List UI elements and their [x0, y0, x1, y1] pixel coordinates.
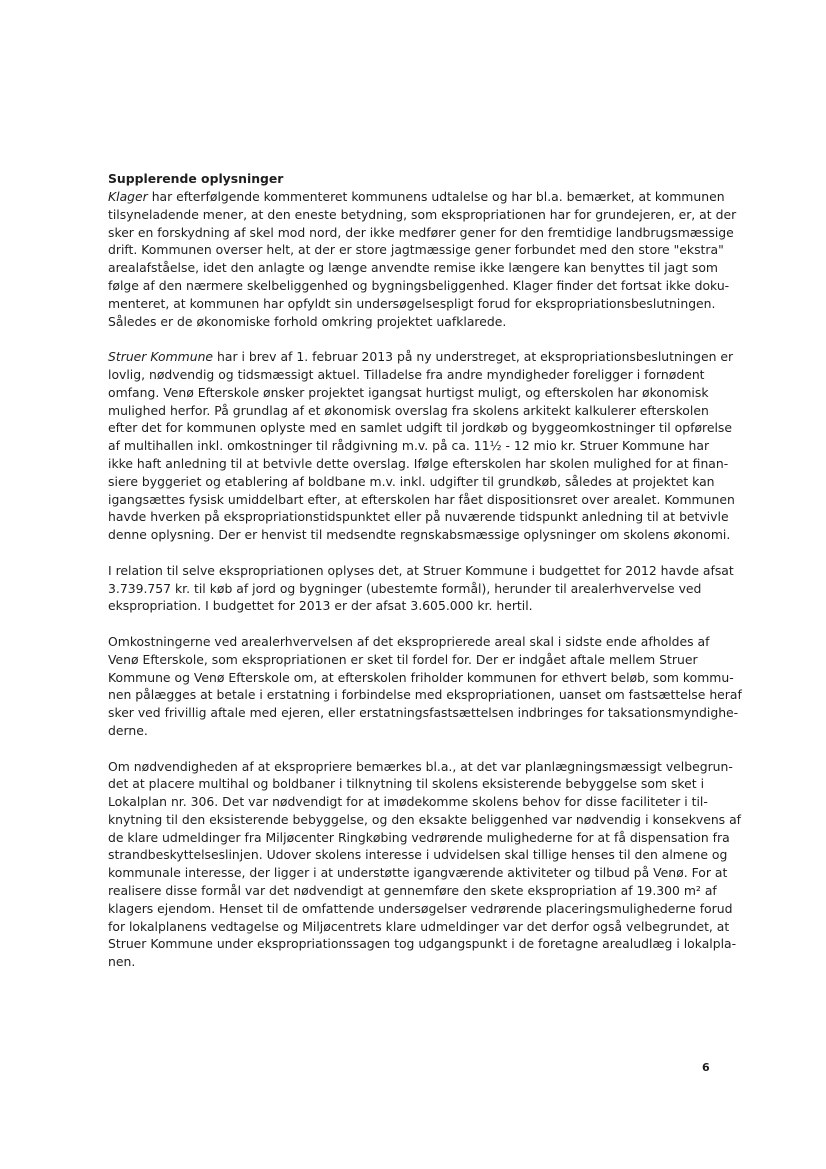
- text-line: [108, 384, 718, 402]
- line-text: Venø Efterskole, som ekspropriationen er sket til fordel for. Der er indgået aftale mellem Struer: [108, 651, 698, 667]
- text-line: [108, 793, 718, 811]
- text-line: [108, 704, 739, 722]
- line-text: har efterfølgende kommenteret kommunens udtalelse og har bl.a. bemærket, at kommunen: [147, 189, 725, 204]
- line-text: nen.: [108, 954, 136, 970]
- line-text: knytning til den eksisterende bebyggelse, og den eksakte beliggenhed var nødvendig i konsekvens af: [108, 811, 742, 827]
- line-text: Omkostningerne ved arealerhvervelsen af det eksproprierede areal skal i sidste ende afholdes af: [108, 633, 710, 649]
- party-name: Struer Kommune: [108, 349, 214, 365]
- document-body: [108, 170, 742, 989]
- page-number: 6: [702, 1061, 710, 1074]
- line-text: af multihallen inkl. omkostninger til rådgivning m.v. på ca. 11½ - 12 mio kr. Struer Kommune har: [108, 438, 710, 454]
- text-line: [108, 900, 733, 918]
- line-text: sker ved frivillig aftale med ejeren, eller erstatningsfastsættelsen indbringes for taksationsmyndighe-: [108, 705, 739, 721]
- line-text: ikke haft anledning til at betvivle dette overslag. Ifølge efterskolen har skolen mulighed for at finan-: [108, 455, 729, 471]
- text-line: [108, 722, 718, 740]
- line-text: menteret, at kommunen har opfyldt sin undersøgelsespligt forud for ekspropriationsbeslutningen.: [108, 295, 716, 311]
- paragraph: [108, 633, 742, 740]
- text-line: [108, 651, 718, 669]
- line-text: strandbeskyttelseslinjen. Udover skolens interesse i udvidelsen skal tillige henses til den almene og: [108, 847, 728, 863]
- text-line: [108, 508, 729, 526]
- text-line: [108, 241, 724, 259]
- text-line: [108, 224, 734, 242]
- text-line: [108, 277, 730, 295]
- line-text: kommunale interesse, der ligger i at understøtte igangværende aktiviteter og tilbud på Venø. For at: [108, 865, 728, 881]
- text-line: [108, 188, 725, 206]
- line-text: Om nødvendigheden af at ekspropriere bemærkes bl.a., at det var planlægningsmæssigt velbegrun-: [108, 758, 733, 774]
- text-line: [108, 953, 718, 971]
- text-line: [108, 918, 730, 936]
- text-line: [108, 935, 737, 953]
- line-text: følge af den nærmere skelbeliggenhed og bygningsbeliggenhed. Klager finder det fortsat ikke doku-: [108, 277, 730, 293]
- line-text: de klare udmeldinger fra Miljøcenter Ringkøbing vedrørende mulighederne for at få dispensation fra: [108, 829, 730, 845]
- text-line: [108, 402, 718, 420]
- text-line: [108, 686, 742, 704]
- text-line: [108, 473, 718, 491]
- line-text: denne oplysning. Der er henvist til medsendte regnskabsmæssige oplysninger om skolens økonomi.: [108, 527, 731, 543]
- line-text: tilsyneladende mener, at den eneste betydning, som ekspropriationen har for grundejeren, er, at der: [108, 206, 737, 222]
- line-text: realisere disse formål var det nødvendigt at gennemføre den skete ekspropriation af 19.300 m² af: [108, 883, 717, 899]
- text-line: [108, 348, 734, 366]
- line-text: Således er de økonomiske forhold omkring projektet uafklarede.: [108, 313, 507, 329]
- text-line: [108, 437, 718, 455]
- text-line: [108, 811, 742, 829]
- line-text: 3.739.757 kr. til køb af jord og bygninger (ubestemte formål), herunder til arealerhvervelse ved: [108, 580, 702, 596]
- text-line: [108, 882, 718, 900]
- line-text: efter det for kommunen oplyste med en samlet udgift til jordkøb og byggeomkostninger til opførelse: [108, 420, 733, 436]
- section-heading: Supplerende oplysninger: [108, 171, 284, 186]
- text-line: [108, 562, 734, 580]
- text-line: [108, 829, 730, 847]
- text-line: [108, 580, 718, 598]
- paragraph: [108, 188, 737, 330]
- line-text: mulighed herfor. På grundlag af et økonomisk overslag fra skolens arkitekt kalkulerer efterskolen: [108, 402, 709, 418]
- line-text: har i brev af 1. februar 2013 på ny understreget, at ekspropriationsbeslutningen er: [213, 349, 734, 365]
- text-line: [108, 846, 728, 864]
- paragraph: [108, 758, 742, 972]
- line-text: klagers ejendom. Henset til de omfattende undersøgelser vedrørende placeringsmulighederne forud: [108, 900, 733, 916]
- text-line: [108, 526, 731, 544]
- line-text: siere byggeriet og etablering af boldbane m.v. inkl. udgifter til grundkøb, således at projektet kan: [108, 473, 715, 489]
- line-text: ekspropriation. I budgettet for 2013 er der afsat 3.605.000 kr. hertil.: [108, 598, 533, 614]
- text-line: [108, 366, 718, 384]
- text-line: [108, 775, 718, 793]
- line-text: for lokalplanens vedtagelse og Miljøcentrets klare udmeldinger var det derfor også velbegrundet, at: [108, 918, 730, 934]
- line-text: omfang. Venø Efterskole ønsker projektet igangsat hurtigst muligt, og efterskolen har økonomisk: [108, 384, 709, 400]
- text-line: [108, 491, 735, 509]
- text-line: [108, 419, 733, 437]
- line-text: derne.: [108, 722, 148, 738]
- text-line: [108, 259, 718, 277]
- text-line: [108, 313, 718, 331]
- line-text: nen pålægges at betale i erstatning i forbindelse med ekspropriationen, uanset om fastsættelse heraf: [108, 687, 742, 703]
- text-line: [108, 597, 718, 615]
- paragraph: [108, 348, 735, 544]
- line-text: det at placere multihal og boldbaner i tilknytning til skolens eksisterende bebyggelse som sket i: [108, 776, 705, 792]
- text-line: [108, 295, 718, 313]
- paragraphs-container: [108, 188, 742, 971]
- line-text: Kommune og Venø Efterskole om, at efterskolen friholder kommunen for ethvert beløb, som kommu-: [108, 669, 734, 685]
- text-line: [108, 633, 718, 651]
- text-line: [108, 758, 733, 776]
- party-name: Klager: [108, 189, 148, 204]
- line-text: sker en forskydning af skel mod nord, der ikke medfører gener for den fremtidige landbrugsmæssige: [108, 224, 734, 240]
- paragraph: [108, 562, 734, 615]
- line-text: igangsættes fysisk umiddelbart efter, at efterskolen har fået dispositionsret over arealet. Kommunen: [108, 491, 735, 507]
- line-text: havde hverken på ekspropriationstidspunktet eller på nuværende tidspunkt anledning til at betvivle: [108, 509, 729, 525]
- line-text: drift. Kommunen overser helt, at der er store jagtmæssige gener forbundet med den store "ekstra": [108, 242, 724, 258]
- text-line: [108, 669, 734, 687]
- line-text: arealafståelse, idet den anlagte og længe anvendte remise ikke længere kan benyttes til jagt som: [108, 260, 719, 276]
- line-text: Lokalplan nr. 306. Det var nødvendigt for at imødekomme skolens behov for disse faciliteter i til-: [108, 794, 708, 810]
- text-line: [108, 206, 737, 224]
- line-text: I relation til selve ekspropriationen oplyses det, at Struer Kommune i budgettet for 2012 havde afsat: [108, 562, 734, 578]
- text-line: [108, 864, 728, 882]
- line-text: Struer Kommune under ekspropriationssagen tog udgangspunkt i de foretagne arealudlæg i lokalpla-: [108, 936, 737, 952]
- text-line: [108, 455, 729, 473]
- line-text: lovlig, nødvendig og tidsmæssigt aktuel. Tilladelse fra andre myndigheder foreligger i fornødent: [108, 366, 705, 382]
